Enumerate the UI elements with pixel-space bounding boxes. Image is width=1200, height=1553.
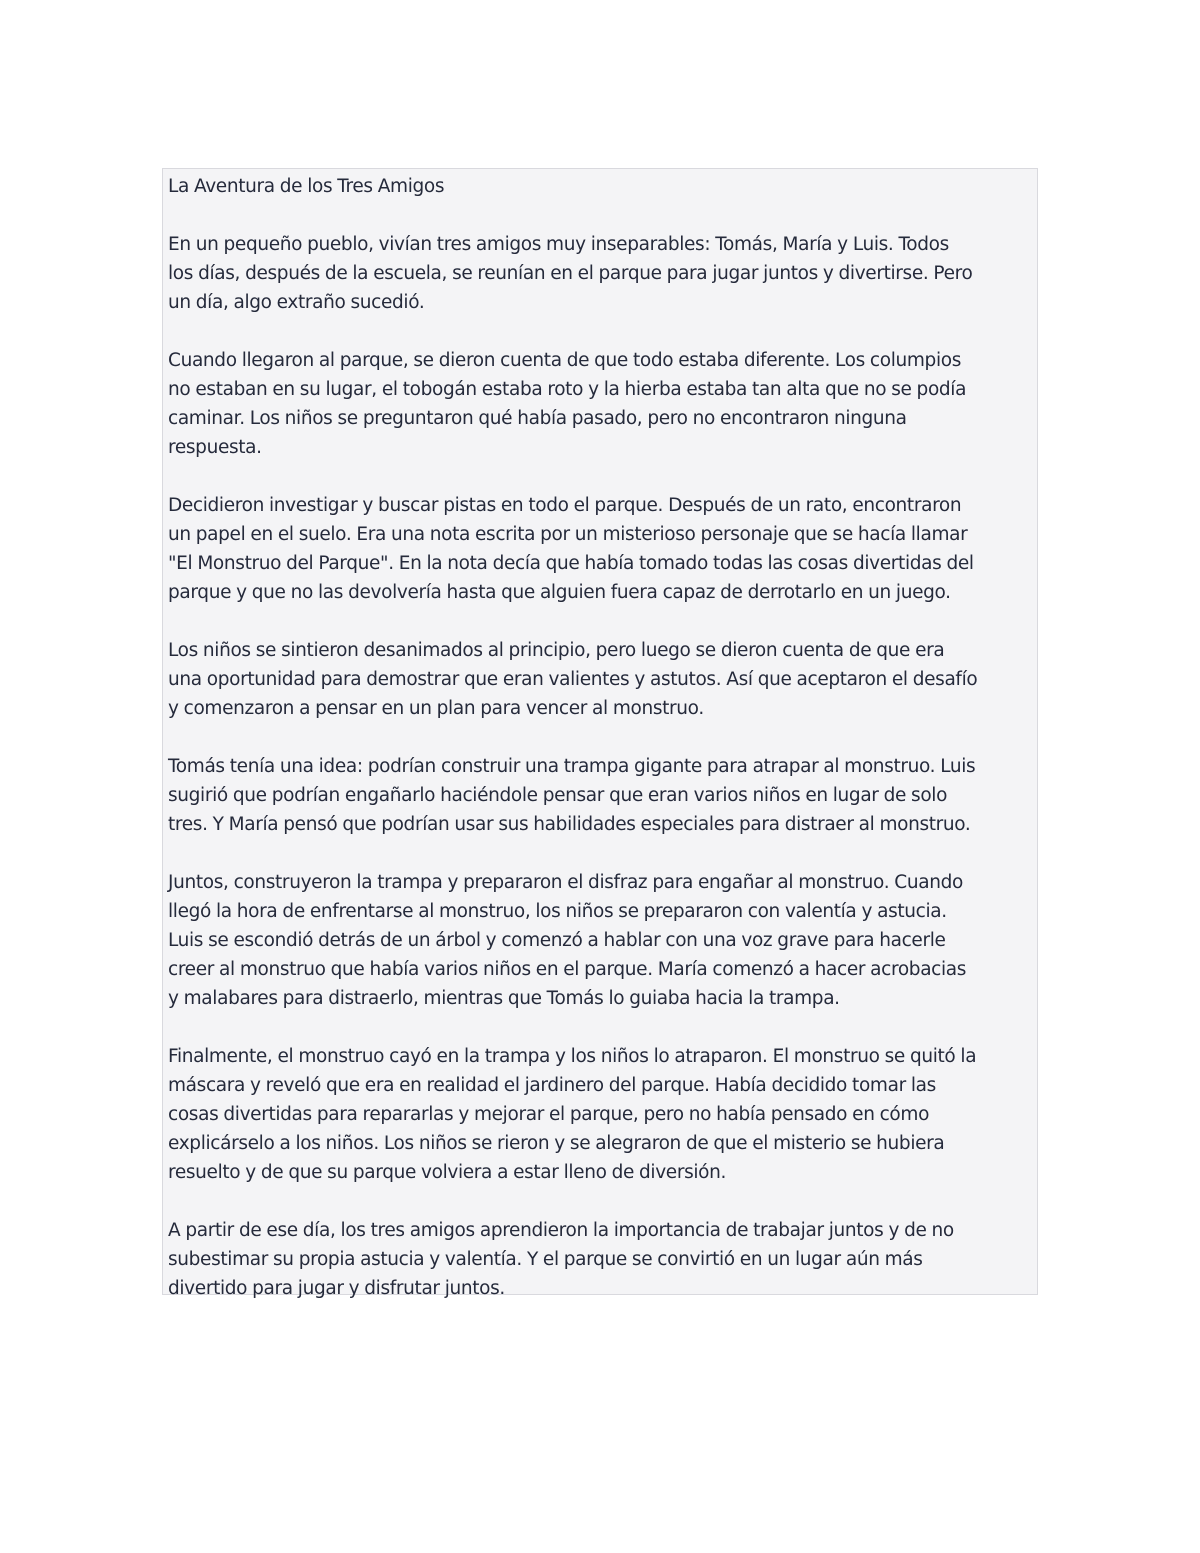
paragraph-line: parque y que no las devolvería hasta que alguien fuera capaz de derrotarlo en un juego.: [168, 582, 951, 603]
paragraph-gap: [168, 839, 1033, 868]
paragraph-line: caminar. Los niños se preguntaron qué había pasado, pero no encontraron ninguna: [168, 408, 907, 429]
paragraph-line: Los niños se sintieron desanimados al principio, pero luego se dieron cuenta de que era: [168, 640, 945, 661]
paragraph-line: un papel en el suelo. Era una nota escrita por un misterioso personaje que se hacía llamar: [168, 524, 968, 545]
paragraph-line: cosas divertidas para repararlas y mejorar el parque, pero no había pensado en cómo: [168, 1104, 930, 1125]
paragraph-line: Cuando llegaron al parque, se dieron cuenta de que todo estaba diferente. Los columpios: [168, 350, 961, 371]
story-paragraph-6: [168, 868, 1033, 1013]
paragraph-line: máscara y reveló que era en realidad el jardinero del parque. Había decidido tomar las: [168, 1075, 936, 1096]
paragraph-line: resuelto y de que su parque volviera a estar lleno de diversión.: [168, 1162, 727, 1183]
paragraph-line: Decidieron investigar y buscar pistas en todo el parque. Después de un rato, encontraron: [168, 495, 962, 516]
paragraph-line: una oportunidad para demostrar que eran valientes y astutos. Así que aceptaron el desafío: [168, 669, 978, 690]
paragraph-line: explicárselo a los niños. Los niños se rieron y se alegraron de que el misterio se hubiera: [168, 1133, 945, 1154]
paragraph-gap: [168, 201, 1033, 230]
paragraph-line: Juntos, construyeron la trampa y prepararon el disfraz para engañar al monstruo. Cuando: [168, 872, 963, 893]
paragraph-line: creer al monstruo que había varios niños en el parque. María comenzó a hacer acrobacias: [168, 959, 967, 980]
story-paragraph-3: [168, 491, 1033, 607]
paragraph-gap: [168, 1013, 1033, 1042]
paragraph-line: y malabares para distraerlo, mientras que Tomás lo guiaba hacia la trampa.: [168, 988, 840, 1009]
paragraph-gap: [168, 317, 1033, 346]
paragraph-line: En un pequeño pueblo, vivían tres amigos muy inseparables: Tomás, María y Luis. Todos: [168, 234, 949, 255]
paragraph-line: los días, después de la escuela, se reunían en el parque para jugar juntos y divertirse. Pero: [168, 263, 973, 284]
paragraph-gap: [168, 1187, 1033, 1216]
story-paragraph-4: [168, 636, 1033, 723]
story-paragraph-8: [168, 1216, 1033, 1303]
paragraph-gap: [168, 723, 1033, 752]
story-text-box: [162, 168, 1038, 1299]
paragraph-line: no estaban en su lugar, el tobogán estaba roto y la hierba estaba tan alta que no se podía: [168, 379, 967, 400]
paragraph-line: y comenzaron a pensar en un plan para vencer al monstruo.: [168, 698, 704, 719]
story-paragraph-1: [168, 230, 1033, 317]
paragraph-line: llegó la hora de enfrentarse al monstruo, los niños se prepararon con valentía y astucia.: [168, 901, 947, 922]
paragraph-line: A partir de ese día, los tres amigos aprendieron la importancia de trabajar juntos y de no: [168, 1220, 954, 1241]
paragraph-line: divertido para jugar y disfrutar juntos.: [168, 1278, 505, 1299]
paragraph-line: tres. Y María pensó que podrían usar sus habilidades especiales para distraer al monstruo.: [168, 814, 971, 835]
paragraph-line: "El Monstruo del Parque". En la nota decía que había tomado todas las cosas divertidas del: [168, 553, 974, 574]
story-paragraph-7: [168, 1042, 1033, 1187]
paragraph-line: subestimar su propia astucia y valentía. Y el parque se convirtió en un lugar aún más: [168, 1249, 923, 1270]
paragraph-line: sugirió que podrían engañarlo haciéndole pensar que eran varios niños en lugar de solo: [168, 785, 948, 806]
paragraph-line: Tomás tenía una idea: podrían construir una trampa gigante para atrapar al monstruo. Luis: [168, 756, 976, 777]
paragraph-line: Luis se escondió detrás de un árbol y comenzó a hablar con una voz grave para hacerle: [168, 930, 946, 951]
story-paragraph-5: [168, 752, 1033, 839]
paragraph-line: Finalmente, el monstruo cayó en la trampa y los niños lo atraparon. El monstruo se quitó la: [168, 1046, 977, 1067]
story-paragraph-2: [168, 346, 1033, 462]
paragraph-line: un día, algo extraño sucedió.: [168, 292, 425, 313]
paragraph-gap: [168, 462, 1033, 491]
paragraph-gap: [168, 607, 1033, 636]
story-title: La Aventura de los Tres Amigos: [168, 176, 445, 197]
paragraph-line: respuesta.: [168, 437, 262, 458]
